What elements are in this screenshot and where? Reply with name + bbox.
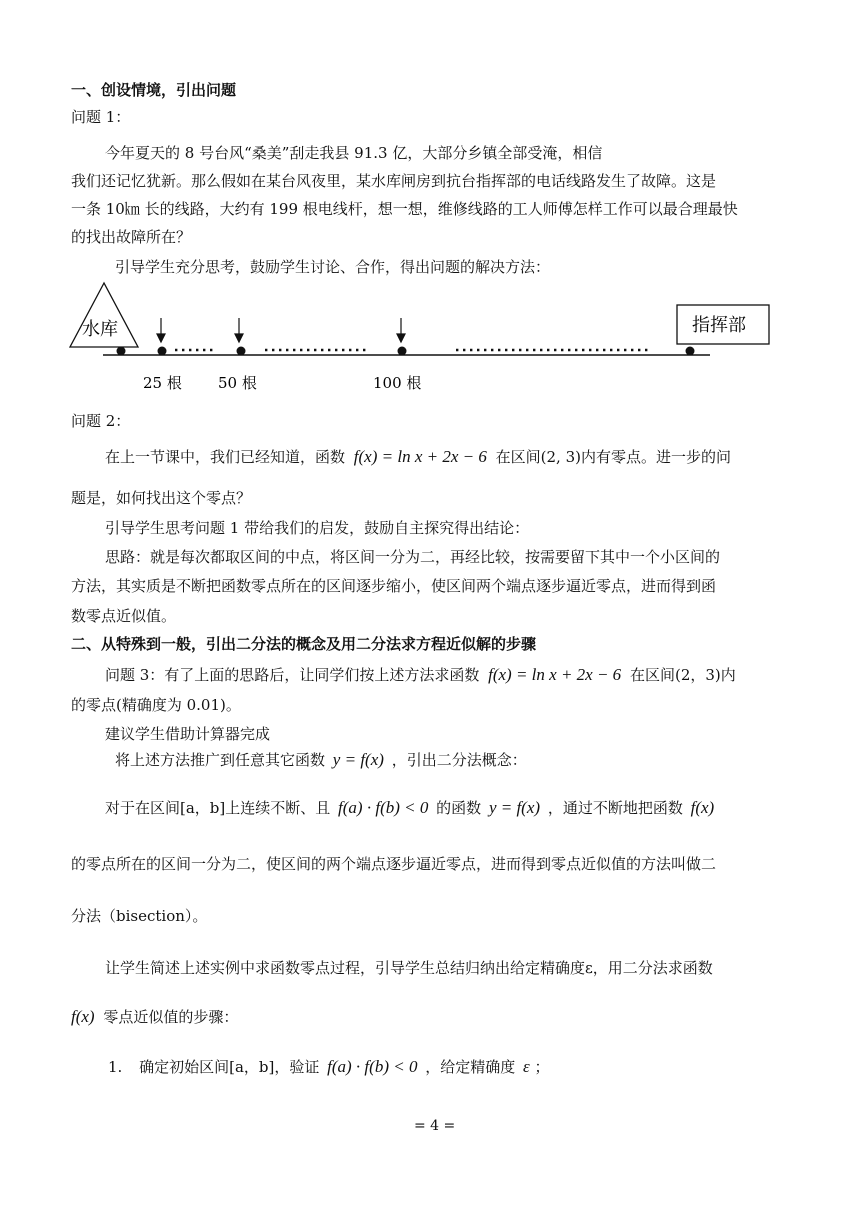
- question-1-text-line-3: 一条 10㎞ 长的线路，大约有 199 根电线杆，想一想，维修线路的工人师傅怎样工作可以最合理最快: [71, 200, 738, 218]
- section-1-heading: 一、创设情境，引出问题: [71, 81, 237, 99]
- idea-line-2: 方法，其实质是不断把函数零点所在的区间逐步缩小，使区间两个端点逐步逼近零点，进而得到函: [71, 577, 717, 595]
- definition-text-a: 对于在区间[a，b]上连续不断、且: [105, 799, 331, 817]
- summary-text: 零点近似值的步骤：: [103, 1008, 239, 1026]
- step-1-text-b: ，给定精确度: [425, 1058, 516, 1076]
- question-2-line-2: 题是，如何找出这个零点？: [71, 489, 252, 507]
- question-2-label: 问题 2：: [71, 412, 131, 430]
- question-3-text-a: 问题 3：有了上面的思路后，让同学们按上述方法求函数: [105, 666, 480, 684]
- question-2-text-b: 在区间(2, 3)内有零点。进一步的问: [495, 448, 731, 466]
- arrow-50-head: [235, 334, 243, 342]
- definition-line-1: [105, 797, 714, 818]
- pole-50: [237, 347, 246, 356]
- calculator-suggestion: 建议学生借助计算器完成: [105, 725, 271, 743]
- section-2-heading: 二、从特殊到一般，引出二分法的概念及用二分法求方程近似解的步骤: [71, 635, 537, 653]
- question-2-formula: f(x) = ln x + 2x − 6: [353, 447, 487, 466]
- question-1-text-line-4: 的找出故障所在？: [71, 228, 192, 246]
- question-2-text-a: 在上一节课中，我们已经知道，函数: [105, 448, 346, 466]
- step-1-text-c: ；: [534, 1058, 550, 1076]
- summary-line-1: 让学生简述上述实例中求函数零点过程，引导学生总结归纳出给定精确度ε，用二分法求函数: [105, 959, 713, 977]
- summary-line-2: [71, 1006, 238, 1027]
- headquarters-label: 指挥部: [692, 315, 746, 336]
- question-3-line-1: [105, 664, 736, 685]
- reservoir-label: 水库: [82, 319, 118, 340]
- label-50: 50 根: [218, 374, 257, 392]
- question-1-text-line-2: 我们还记忆犹新。那么假如在某台风夜里，某水库闸房到抗台指挥部的电话线路发生了故障。这是: [71, 172, 717, 190]
- generalize-text-b: ，引出二分法概念：: [391, 751, 527, 769]
- summary-formula: f(x): [71, 1007, 95, 1026]
- step-1-number: 1.: [108, 1058, 123, 1076]
- generalize-formula: y = f(x): [332, 750, 384, 769]
- guide-text-2: 引导学生思考问题 1 带给我们的启发，鼓励自主探究得出结论：: [105, 519, 530, 537]
- definition-text-b: 的函数: [436, 799, 482, 817]
- pole-end: [686, 347, 695, 356]
- question-3-formula: f(x) = ln x + 2x − 6: [488, 665, 622, 684]
- question-1-label: 问题 1：: [71, 108, 131, 126]
- pole-100: [398, 347, 407, 356]
- step-1-epsilon: ε: [523, 1057, 530, 1076]
- arrow-100-head: [397, 334, 405, 342]
- line-diagram: [0, 0, 860, 400]
- label-25: 25 根: [143, 374, 182, 392]
- generalize-line: [115, 749, 527, 770]
- definition-formula-1: f(a) · f(b) < 0: [338, 798, 429, 817]
- step-1-formula: f(a) · f(b) < 0: [327, 1057, 418, 1076]
- question-3-line-2: 的零点(精确度为 0.01)。: [71, 696, 241, 714]
- definition-text-c: ，通过不断地把函数: [547, 799, 683, 817]
- step-1: [108, 1056, 550, 1077]
- question-2-line-1: [105, 446, 731, 467]
- page-number: = 4 =: [414, 1118, 456, 1134]
- guide-text-1: 引导学生充分思考，鼓励学生讨论、合作，得出问题的解决方法：: [115, 258, 551, 276]
- generalize-text-a: 将上述方法推广到任意其它函数: [115, 751, 326, 769]
- step-1-text-a: 确定初始区间[a，b]，验证: [139, 1058, 320, 1076]
- definition-line-3: 分法（bisection）。: [71, 907, 208, 925]
- idea-line-3: 数零点近似值。: [71, 607, 177, 625]
- definition-formula-2: y = f(x): [488, 798, 541, 817]
- definition-line-2: 的零点所在的区间一分为二，使区间的两个端点逐步逼近零点，进而得到零点近似值的方法叫做二: [71, 855, 717, 873]
- definition-formula-3: f(x): [690, 798, 715, 817]
- idea-line-1: 思路：就是每次都取区间的中点，将区间一分为二，再经比较，按需要留下其中一个小区间的: [105, 548, 721, 566]
- pole-start: [117, 347, 126, 356]
- question-1-text-line-1: 今年夏天的 8 号台风“桑美”刮走我县 91.3 亿，大部分乡镇全部受淹，相信: [105, 144, 603, 162]
- question-3-text-b: 在区间(2，3)内: [629, 666, 736, 684]
- pole-25: [158, 347, 167, 356]
- arrow-25-head: [157, 334, 165, 342]
- label-100: 100 根: [373, 374, 422, 392]
